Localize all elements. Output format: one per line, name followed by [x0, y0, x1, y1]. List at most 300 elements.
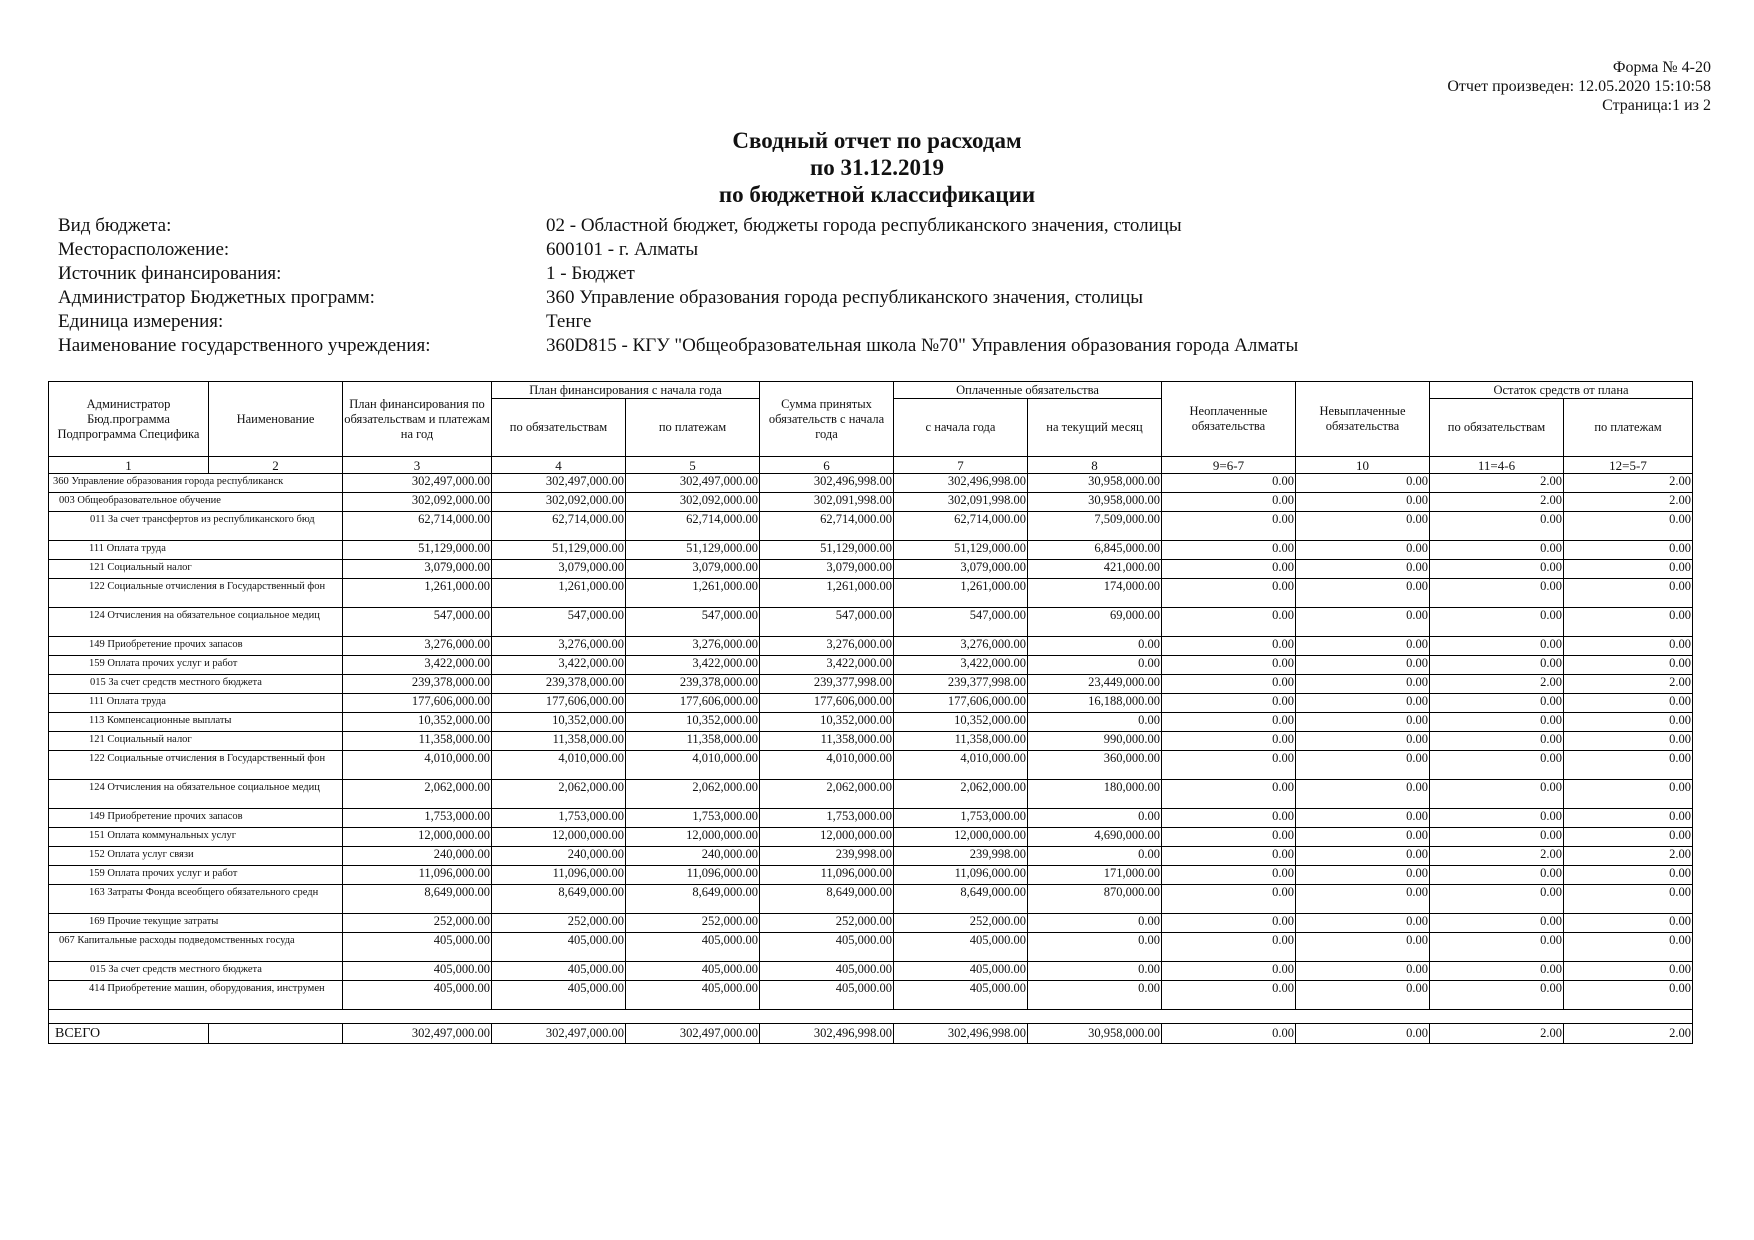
amount-cell: 3,079,000.00	[894, 560, 1028, 579]
amount-cell: 2,062,000.00	[894, 780, 1028, 809]
amount-cell: 177,606,000.00	[760, 694, 894, 713]
column-number: 10	[1296, 457, 1430, 474]
amount-cell: 1,753,000.00	[894, 809, 1028, 828]
amount-cell: 11,096,000.00	[492, 866, 626, 885]
amount-cell: 174,000.00	[1028, 579, 1162, 608]
amount-cell: 0.00	[1296, 809, 1430, 828]
col-header-name: Наименование	[209, 382, 343, 457]
param-label: Источник финансирования:	[58, 263, 282, 284]
amount-cell: 3,079,000.00	[760, 560, 894, 579]
row-classification-name: 159 Оплата прочих услуг и работ	[49, 656, 343, 675]
amount-cell: 0.00	[1162, 828, 1296, 847]
amount-cell: 0.00	[1162, 981, 1296, 1010]
total-amount-cell: 302,496,998.00	[760, 1024, 894, 1044]
row-classification-name: 067 Капитальные расходы подведомственных госуда	[49, 933, 343, 962]
amount-cell: 239,377,998.00	[760, 675, 894, 694]
amount-cell: 405,000.00	[343, 981, 492, 1010]
amount-cell: 239,378,000.00	[626, 675, 760, 694]
table-header	[49, 382, 1693, 474]
amount-cell: 0.00	[1028, 981, 1162, 1010]
amount-cell: 177,606,000.00	[343, 694, 492, 713]
amount-cell: 0.00	[1430, 560, 1564, 579]
amount-cell: 252,000.00	[626, 914, 760, 933]
param-budget-type	[58, 214, 1298, 238]
amount-cell: 0.00	[1162, 675, 1296, 694]
column-number: 5	[626, 457, 760, 474]
amount-cell: 11,096,000.00	[894, 866, 1028, 885]
row-classification-name: 111 Оплата труда	[49, 541, 343, 560]
amount-cell: 2.00	[1430, 675, 1564, 694]
amount-cell: 405,000.00	[894, 981, 1028, 1010]
row-classification-name: 414 Приобретение машин, оборудования, инструмен	[49, 981, 343, 1010]
amount-cell: 62,714,000.00	[894, 512, 1028, 541]
amount-cell: 11,358,000.00	[492, 732, 626, 751]
amount-cell: 0.00	[1564, 866, 1693, 885]
param-value: Тенге	[546, 311, 592, 332]
amount-cell: 11,358,000.00	[343, 732, 492, 751]
row-classification-name: 015 За счет средств местного бюджета	[49, 675, 343, 694]
amount-cell: 252,000.00	[894, 914, 1028, 933]
amount-cell: 240,000.00	[492, 847, 626, 866]
amount-cell: 0.00	[1430, 885, 1564, 914]
amount-cell: 0.00	[1430, 579, 1564, 608]
amount-cell: 4,010,000.00	[343, 751, 492, 780]
amount-cell: 1,261,000.00	[626, 579, 760, 608]
amount-cell: 3,276,000.00	[894, 637, 1028, 656]
amount-cell: 240,000.00	[626, 847, 760, 866]
amount-cell: 10,352,000.00	[343, 713, 492, 732]
amount-cell: 12,000,000.00	[343, 828, 492, 847]
amount-cell: 0.00	[1162, 866, 1296, 885]
amount-cell: 405,000.00	[894, 962, 1028, 981]
amount-cell: 2.00	[1430, 493, 1564, 512]
total-amount-cell: 302,497,000.00	[626, 1024, 760, 1044]
amount-cell: 0.00	[1430, 780, 1564, 809]
amount-cell: 11,358,000.00	[626, 732, 760, 751]
col-header-plan-payments: по платежам	[626, 399, 760, 457]
row-classification-name: 152 Оплата услуг связи	[49, 847, 343, 866]
column-number: 2	[209, 457, 343, 474]
table-row	[49, 713, 1693, 732]
amount-cell: 302,092,000.00	[492, 493, 626, 512]
amount-cell: 0.00	[1564, 780, 1693, 809]
row-classification-name: 169 Прочие текущие затраты	[49, 914, 343, 933]
row-classification-name: 111 Оплата труда	[49, 694, 343, 713]
amount-cell: 3,422,000.00	[626, 656, 760, 675]
amount-cell: 0.00	[1296, 579, 1430, 608]
total-amount-cell: 302,496,998.00	[894, 1024, 1028, 1044]
amount-cell: 0.00	[1564, 541, 1693, 560]
amount-cell: 1,753,000.00	[343, 809, 492, 828]
table-row	[49, 933, 1693, 962]
amount-cell: 0.00	[1430, 866, 1564, 885]
amount-cell: 8,649,000.00	[492, 885, 626, 914]
table-body	[49, 474, 1693, 1044]
amount-cell: 302,497,000.00	[343, 474, 492, 493]
param-value: 360D815 - КГУ "Общеобразовательная школа №70" Управления образования города Алматы	[546, 335, 1299, 356]
amount-cell: 0.00	[1162, 713, 1296, 732]
table-row	[49, 579, 1693, 608]
col-header-unsettled-obligations: Невыплаченные обязательства	[1296, 382, 1430, 457]
amount-cell: 252,000.00	[492, 914, 626, 933]
amount-cell: 171,000.00	[1028, 866, 1162, 885]
amount-cell: 11,358,000.00	[894, 732, 1028, 751]
amount-cell: 0.00	[1162, 637, 1296, 656]
table-row	[49, 885, 1693, 914]
total-amount-cell: 302,497,000.00	[492, 1024, 626, 1044]
table-row	[49, 751, 1693, 780]
amount-cell: 4,010,000.00	[894, 751, 1028, 780]
table-row	[49, 474, 1693, 493]
table-row	[49, 656, 1693, 675]
amount-cell: 23,449,000.00	[1028, 675, 1162, 694]
row-classification-name: 124 Отчисления на обязательное социальное медиц	[49, 608, 343, 637]
report-parameters	[58, 214, 1298, 358]
col-header-plan-obligations: по обязательствам	[492, 399, 626, 457]
amount-cell: 3,079,000.00	[492, 560, 626, 579]
amount-cell: 2.00	[1564, 675, 1693, 694]
amount-cell: 1,753,000.00	[492, 809, 626, 828]
amount-cell: 405,000.00	[760, 981, 894, 1010]
amount-cell: 7,509,000.00	[1028, 512, 1162, 541]
total-label: ВСЕГО	[49, 1024, 209, 1044]
amount-cell: 0.00	[1296, 847, 1430, 866]
amount-cell: 0.00	[1564, 560, 1693, 579]
amount-cell: 405,000.00	[626, 933, 760, 962]
amount-cell: 10,352,000.00	[894, 713, 1028, 732]
row-classification-name: 122 Социальные отчисления в Государственный фон	[49, 751, 343, 780]
amount-cell: 0.00	[1296, 885, 1430, 914]
amount-cell: 302,092,000.00	[626, 493, 760, 512]
row-classification-name: 360 Управление образования города республиканск	[49, 474, 343, 493]
amount-cell: 1,753,000.00	[626, 809, 760, 828]
total-amount-cell: 302,497,000.00	[343, 1024, 492, 1044]
total-row	[49, 1024, 1693, 1044]
amount-cell: 302,496,998.00	[760, 474, 894, 493]
param-value: 02 - Областной бюджет, бюджеты города республиканского значения, столицы	[546, 215, 1182, 236]
col-group-plan-remainder: Остаток средств от плана	[1430, 382, 1693, 399]
row-classification-name: 121 Социальный налог	[49, 560, 343, 579]
amount-cell: 3,276,000.00	[760, 637, 894, 656]
param-funding-source	[58, 262, 1298, 286]
amount-cell: 405,000.00	[492, 962, 626, 981]
amount-cell: 177,606,000.00	[894, 694, 1028, 713]
param-institution	[58, 334, 1298, 358]
amount-cell: 0.00	[1162, 809, 1296, 828]
param-label: Администратор Бюджетных программ:	[58, 287, 375, 308]
amount-cell: 62,714,000.00	[760, 512, 894, 541]
amount-cell: 0.00	[1162, 751, 1296, 780]
param-label: Месторасположение:	[58, 239, 230, 260]
amount-cell: 177,606,000.00	[492, 694, 626, 713]
amount-cell: 0.00	[1564, 933, 1693, 962]
amount-cell: 0.00	[1430, 962, 1564, 981]
total-amount-cell: 30,958,000.00	[1028, 1024, 1162, 1044]
amount-cell: 0.00	[1564, 608, 1693, 637]
report-generated-at: Отчет произведен: 12.05.2020 15:10:58	[1447, 78, 1711, 95]
amount-cell: 0.00	[1162, 474, 1296, 493]
amount-cell: 0.00	[1564, 885, 1693, 914]
amount-cell: 0.00	[1162, 914, 1296, 933]
total-amount-cell: 0.00	[1296, 1024, 1430, 1044]
amount-cell: 10,352,000.00	[492, 713, 626, 732]
amount-cell: 0.00	[1564, 809, 1693, 828]
amount-cell: 177,606,000.00	[626, 694, 760, 713]
amount-cell: 0.00	[1028, 847, 1162, 866]
amount-cell: 8,649,000.00	[894, 885, 1028, 914]
amount-cell: 0.00	[1564, 512, 1693, 541]
row-classification-name: 113 Компенсационные выплаты	[49, 713, 343, 732]
amount-cell: 1,261,000.00	[894, 579, 1028, 608]
table-row	[49, 847, 1693, 866]
amount-cell: 11,096,000.00	[343, 866, 492, 885]
amount-cell: 0.00	[1028, 713, 1162, 732]
amount-cell: 0.00	[1564, 914, 1693, 933]
amount-cell: 51,129,000.00	[760, 541, 894, 560]
table-row	[49, 694, 1693, 713]
table-row	[49, 512, 1693, 541]
amount-cell: 0.00	[1296, 474, 1430, 493]
amount-cell: 0.00	[1430, 694, 1564, 713]
param-label: Наименование государственного учреждения:	[58, 335, 431, 356]
amount-cell: 51,129,000.00	[894, 541, 1028, 560]
amount-cell: 405,000.00	[343, 933, 492, 962]
amount-cell: 0.00	[1162, 962, 1296, 981]
amount-cell: 1,753,000.00	[760, 809, 894, 828]
amount-cell: 0.00	[1430, 732, 1564, 751]
table-row	[49, 914, 1693, 933]
amount-cell: 4,010,000.00	[492, 751, 626, 780]
title-line-1: Сводный отчет по расходам	[732, 128, 1022, 153]
amount-cell: 10,352,000.00	[760, 713, 894, 732]
amount-cell: 4,010,000.00	[760, 751, 894, 780]
param-location	[58, 238, 1298, 262]
amount-cell: 4,010,000.00	[626, 751, 760, 780]
amount-cell: 0.00	[1430, 914, 1564, 933]
form-number: Форма № 4-20	[1612, 59, 1711, 76]
amount-cell: 3,422,000.00	[343, 656, 492, 675]
amount-cell: 6,845,000.00	[1028, 541, 1162, 560]
amount-cell: 360,000.00	[1028, 751, 1162, 780]
amount-cell: 12,000,000.00	[894, 828, 1028, 847]
amount-cell: 0.00	[1296, 751, 1430, 780]
amount-cell: 239,377,998.00	[894, 675, 1028, 694]
param-value: 600101 - г. Алматы	[546, 239, 699, 260]
col-header-rest-obligations: по обязательствам	[1430, 399, 1564, 457]
amount-cell: 8,649,000.00	[760, 885, 894, 914]
amount-cell: 0.00	[1162, 512, 1296, 541]
amount-cell: 11,096,000.00	[760, 866, 894, 885]
amount-cell: 10,352,000.00	[626, 713, 760, 732]
amount-cell: 2.00	[1430, 847, 1564, 866]
amount-cell: 405,000.00	[760, 962, 894, 981]
row-classification-name: 003 Общеобразовательное обучение	[49, 493, 343, 512]
amount-cell: 0.00	[1564, 751, 1693, 780]
amount-cell: 547,000.00	[894, 608, 1028, 637]
amount-cell: 2.00	[1564, 493, 1693, 512]
amount-cell: 1,261,000.00	[343, 579, 492, 608]
amount-cell: 0.00	[1430, 981, 1564, 1010]
amount-cell: 0.00	[1028, 914, 1162, 933]
amount-cell: 0.00	[1564, 694, 1693, 713]
column-number: 1	[49, 457, 209, 474]
table-row	[49, 675, 1693, 694]
amount-cell: 12,000,000.00	[626, 828, 760, 847]
column-number: 8	[1028, 457, 1162, 474]
amount-cell: 3,276,000.00	[343, 637, 492, 656]
col-header-rest-payments: по платежам	[1564, 399, 1693, 457]
total-amount-cell: 0.00	[1162, 1024, 1296, 1044]
amount-cell: 302,497,000.00	[492, 474, 626, 493]
amount-cell: 0.00	[1564, 713, 1693, 732]
column-number: 6	[760, 457, 894, 474]
amount-cell: 0.00	[1162, 541, 1296, 560]
col-header-obligations-accepted: Сумма принятых обязательств с начала года	[760, 382, 894, 457]
row-classification-name: 163 Затраты Фонда всеобщего обязательного средн	[49, 885, 343, 914]
amount-cell: 51,129,000.00	[626, 541, 760, 560]
amount-cell: 3,079,000.00	[626, 560, 760, 579]
table-row	[49, 981, 1693, 1010]
amount-cell: 2,062,000.00	[343, 780, 492, 809]
amount-cell: 0.00	[1296, 541, 1430, 560]
table-row	[49, 828, 1693, 847]
amount-cell: 0.00	[1296, 828, 1430, 847]
amount-cell: 0.00	[1296, 713, 1430, 732]
amount-cell: 0.00	[1296, 694, 1430, 713]
amount-cell: 405,000.00	[760, 933, 894, 962]
amount-cell: 547,000.00	[343, 608, 492, 637]
amount-cell: 51,129,000.00	[343, 541, 492, 560]
table-row	[49, 560, 1693, 579]
amount-cell: 16,188,000.00	[1028, 694, 1162, 713]
table-row	[49, 809, 1693, 828]
amount-cell: 3,422,000.00	[760, 656, 894, 675]
amount-cell: 302,091,998.00	[760, 493, 894, 512]
amount-cell: 239,378,000.00	[492, 675, 626, 694]
amount-cell: 240,000.00	[343, 847, 492, 866]
amount-cell: 62,714,000.00	[343, 512, 492, 541]
amount-cell: 405,000.00	[626, 981, 760, 1010]
amount-cell: 0.00	[1564, 732, 1693, 751]
table-row	[49, 732, 1693, 751]
amount-cell: 870,000.00	[1028, 885, 1162, 914]
amount-cell: 0.00	[1162, 732, 1296, 751]
amount-cell: 0.00	[1162, 780, 1296, 809]
amount-cell: 0.00	[1296, 656, 1430, 675]
param-unit	[58, 310, 1298, 334]
column-number-row	[49, 457, 1693, 474]
amount-cell: 302,496,998.00	[894, 474, 1028, 493]
amount-cell: 0.00	[1162, 560, 1296, 579]
col-header-classification: Администратор Бюд.программа Подпрограмма Специфика	[49, 382, 209, 457]
amount-cell: 0.00	[1028, 656, 1162, 675]
amount-cell: 3,276,000.00	[492, 637, 626, 656]
amount-cell: 0.00	[1296, 866, 1430, 885]
total-name-blank	[209, 1024, 343, 1044]
amount-cell: 11,358,000.00	[760, 732, 894, 751]
amount-cell: 0.00	[1296, 493, 1430, 512]
amount-cell: 0.00	[1430, 637, 1564, 656]
table-row	[49, 608, 1693, 637]
page-number: Страница:1 из 2	[1602, 97, 1711, 114]
amount-cell: 0.00	[1430, 751, 1564, 780]
amount-cell: 0.00	[1564, 828, 1693, 847]
amount-cell: 3,276,000.00	[626, 637, 760, 656]
amount-cell: 0.00	[1430, 541, 1564, 560]
column-number: 3	[343, 457, 492, 474]
amount-cell: 0.00	[1564, 637, 1693, 656]
amount-cell: 0.00	[1162, 933, 1296, 962]
amount-cell: 12,000,000.00	[492, 828, 626, 847]
total-amount-cell: 2.00	[1564, 1024, 1693, 1044]
amount-cell: 30,958,000.00	[1028, 493, 1162, 512]
row-classification-name: 124 Отчисления на обязательное социальное медиц	[49, 780, 343, 809]
amount-cell: 547,000.00	[492, 608, 626, 637]
amount-cell: 11,096,000.00	[626, 866, 760, 885]
amount-cell: 0.00	[1430, 713, 1564, 732]
amount-cell: 0.00	[1564, 579, 1693, 608]
amount-cell: 0.00	[1162, 656, 1296, 675]
amount-cell: 0.00	[1162, 847, 1296, 866]
amount-cell: 0.00	[1162, 694, 1296, 713]
row-classification-name: 151 Оплата коммунальных услуг	[49, 828, 343, 847]
amount-cell: 0.00	[1028, 637, 1162, 656]
report-meta	[1447, 58, 1711, 115]
amount-cell: 2,062,000.00	[492, 780, 626, 809]
amount-cell: 0.00	[1564, 656, 1693, 675]
amount-cell: 0.00	[1430, 828, 1564, 847]
param-program-administrator	[58, 286, 1298, 310]
amount-cell: 3,079,000.00	[343, 560, 492, 579]
amount-cell: 1,261,000.00	[760, 579, 894, 608]
amount-cell: 62,714,000.00	[492, 512, 626, 541]
table-row	[49, 541, 1693, 560]
amount-cell: 0.00	[1296, 560, 1430, 579]
amount-cell: 62,714,000.00	[626, 512, 760, 541]
col-header-annual-plan: План финансирования по обязательствам и платежам на год	[343, 382, 492, 457]
col-group-paid-obligations: Оплаченные обязательства	[894, 382, 1162, 399]
amount-cell: 2.00	[1564, 474, 1693, 493]
amount-cell: 405,000.00	[492, 981, 626, 1010]
amount-cell: 2.00	[1430, 474, 1564, 493]
amount-cell: 8,649,000.00	[343, 885, 492, 914]
amount-cell: 0.00	[1296, 914, 1430, 933]
amount-cell: 0.00	[1028, 809, 1162, 828]
amount-cell: 0.00	[1296, 962, 1430, 981]
amount-cell: 12,000,000.00	[760, 828, 894, 847]
amount-cell: 30,958,000.00	[1028, 474, 1162, 493]
amount-cell: 0.00	[1028, 962, 1162, 981]
row-classification-name: 122 Социальные отчисления в Государственный фон	[49, 579, 343, 608]
amount-cell: 239,378,000.00	[343, 675, 492, 694]
amount-cell: 0.00	[1430, 933, 1564, 962]
amount-cell: 0.00	[1430, 608, 1564, 637]
column-number: 4	[492, 457, 626, 474]
amount-cell: 405,000.00	[343, 962, 492, 981]
param-value: 360 Управление образования города республиканского значения, столицы	[546, 287, 1144, 308]
amount-cell: 239,998.00	[760, 847, 894, 866]
amount-cell: 547,000.00	[626, 608, 760, 637]
title-line-2: по 31.12.2019	[809, 155, 944, 180]
amount-cell: 0.00	[1296, 780, 1430, 809]
table-row	[49, 493, 1693, 512]
amount-cell: 2,062,000.00	[760, 780, 894, 809]
amount-cell: 0.00	[1296, 933, 1430, 962]
row-classification-name: 011 За счет трансфертов из республиканского бюд	[49, 512, 343, 541]
amount-cell: 69,000.00	[1028, 608, 1162, 637]
amount-cell: 0.00	[1162, 579, 1296, 608]
col-header-unpaid-obligations: Неоплаченные обязательства	[1162, 382, 1296, 457]
